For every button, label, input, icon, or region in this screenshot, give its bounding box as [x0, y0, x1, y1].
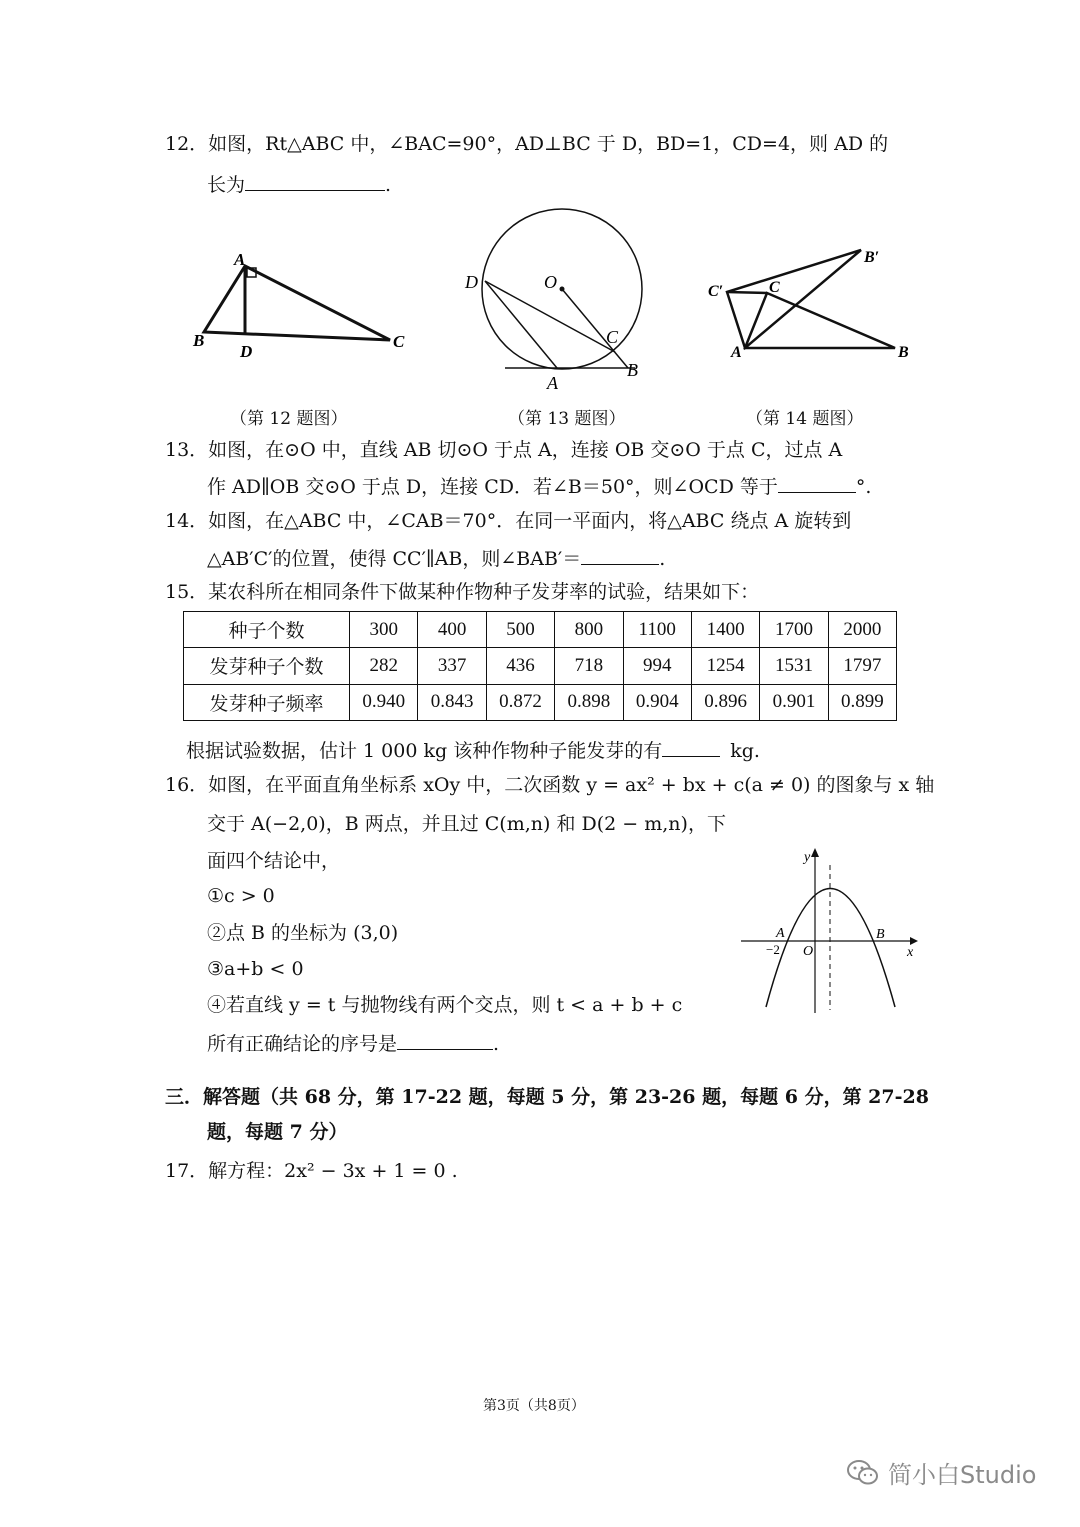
q14-line2: △AB′C′的位置，使得 CC′∥AB，则∠BAB′＝ .: [207, 548, 666, 570]
figure-12: [190, 248, 420, 363]
q16-parabola-graph: [738, 845, 928, 1015]
answer-blank: [778, 474, 856, 493]
q16-option-3: ③a+b < 0: [207, 958, 304, 980]
fig12-label-c: C: [393, 332, 405, 351]
q16-option-4: ④若直线 y = t 与抛物线有两个交点，则 t < a + b + c: [207, 994, 683, 1016]
fig14-label-c-prime: C′: [708, 283, 724, 300]
graph-label-minus-two: −2: [766, 942, 780, 957]
answer-blank: [662, 738, 720, 757]
fig14-label-a: A: [731, 344, 742, 361]
figure-13: [460, 205, 660, 395]
fig13-label-a: A: [547, 373, 558, 393]
figure-14: [700, 240, 925, 365]
section-3-heading: 三．解答题（共 68 分，第 17-22 题，每题 5 分，第 23-26 题，每题 6 分，第 27-28: [165, 1086, 929, 1108]
table-row: 发芽种子个数 282 337 436 718 994 1254 1531 1797: [184, 648, 897, 684]
q16-line1: 16．如图，在平面直角坐标系 xOy 中，二次函数 y = ax² + bx + c(a ≠ 0) 的图象与 x 轴: [165, 774, 935, 796]
q17-line1: 17．解方程：2x² − 3x + 1 = 0 .: [165, 1160, 458, 1182]
fig12-label-b: B: [193, 331, 205, 350]
figure-14-caption: （第 14 题图）: [746, 409, 864, 429]
figure-12-caption: （第 12 题图）: [230, 409, 348, 429]
answer-blank: [397, 1031, 493, 1050]
watermark: [846, 1455, 1036, 1490]
q16-option-2: ②点 B 的坐标为 (3,0): [207, 922, 399, 944]
fig13-label-c: C: [606, 327, 619, 347]
wechat-icon: [846, 1459, 880, 1487]
q16-option-1: ①c > 0: [207, 885, 275, 907]
watermark-text: 简小白Studio: [888, 1461, 1037, 1489]
fig12-label-a: A: [234, 250, 246, 269]
q16-line2: 交于 A(−2,0)，B 两点，并且过 C(m,n) 和 D(2 − m,n)，下: [207, 813, 726, 835]
seed-data-table: [183, 611, 897, 721]
q16-ask: 所有正确结论的序号是 .: [207, 1033, 500, 1055]
figure-13-caption: （第 13 题图）: [508, 409, 626, 429]
q14-line1: 14．如图，在△ABC 中，∠CAB＝70°．在同一平面内，将△ABC 绕点 A 旋转到: [165, 510, 852, 532]
q13-line2: 作 AD∥OB 交⊙O 于点 D，连接 CD．若∠B＝50°，则∠OCD 等于 °.: [207, 476, 872, 498]
fig13-label-o: O: [544, 272, 557, 292]
graph-label-origin: O: [803, 944, 814, 959]
graph-label-x: x: [907, 945, 914, 960]
section-3-heading-cont: 题，每题 7 分）: [207, 1121, 348, 1143]
q12-line1: 12．如图，Rt△ABC 中，∠BAC=90°，AD⊥BC 于 D，BD=1，CD=4，则 AD 的: [165, 133, 889, 155]
fig13-label-b: B: [627, 360, 638, 380]
graph-label-y: y: [804, 850, 811, 865]
q13-line1: 13．如图，在⊙O 中，直线 AB 切⊙O 于点 A，连接 OB 交⊙O 于点 C，过点 A: [165, 439, 843, 461]
q16-line3: 面四个结论中，: [207, 850, 341, 872]
answer-blank: [581, 546, 659, 565]
q15-line1: 15．某农科所在相同条件下做某种作物种子发芽率的试验，结果如下：: [165, 581, 760, 603]
fig14-label-b-prime: B′: [864, 249, 880, 266]
fig13-label-d: D: [465, 272, 478, 292]
graph-label-a: A: [776, 926, 785, 941]
q15-estimate-line: 根据试验数据，估计 1 000 kg 该种作物种子能发芽的有 kg.: [186, 740, 760, 762]
fig14-label-c: C: [769, 279, 780, 296]
answer-blank: [245, 172, 385, 191]
page-number: 第3页（共8页）: [483, 1398, 585, 1414]
table-row: 种子个数 300 400 500 800 1100 1400 1700 2000: [184, 612, 897, 648]
graph-label-b: B: [876, 927, 885, 942]
table-row: 发芽种子频率 0.940 0.843 0.872 0.898 0.904 0.896 0.901 0.899: [184, 684, 897, 720]
q12-line2: 长为 .: [207, 174, 392, 196]
fig14-label-b: B: [898, 344, 909, 361]
fig12-label-d: D: [240, 342, 253, 361]
